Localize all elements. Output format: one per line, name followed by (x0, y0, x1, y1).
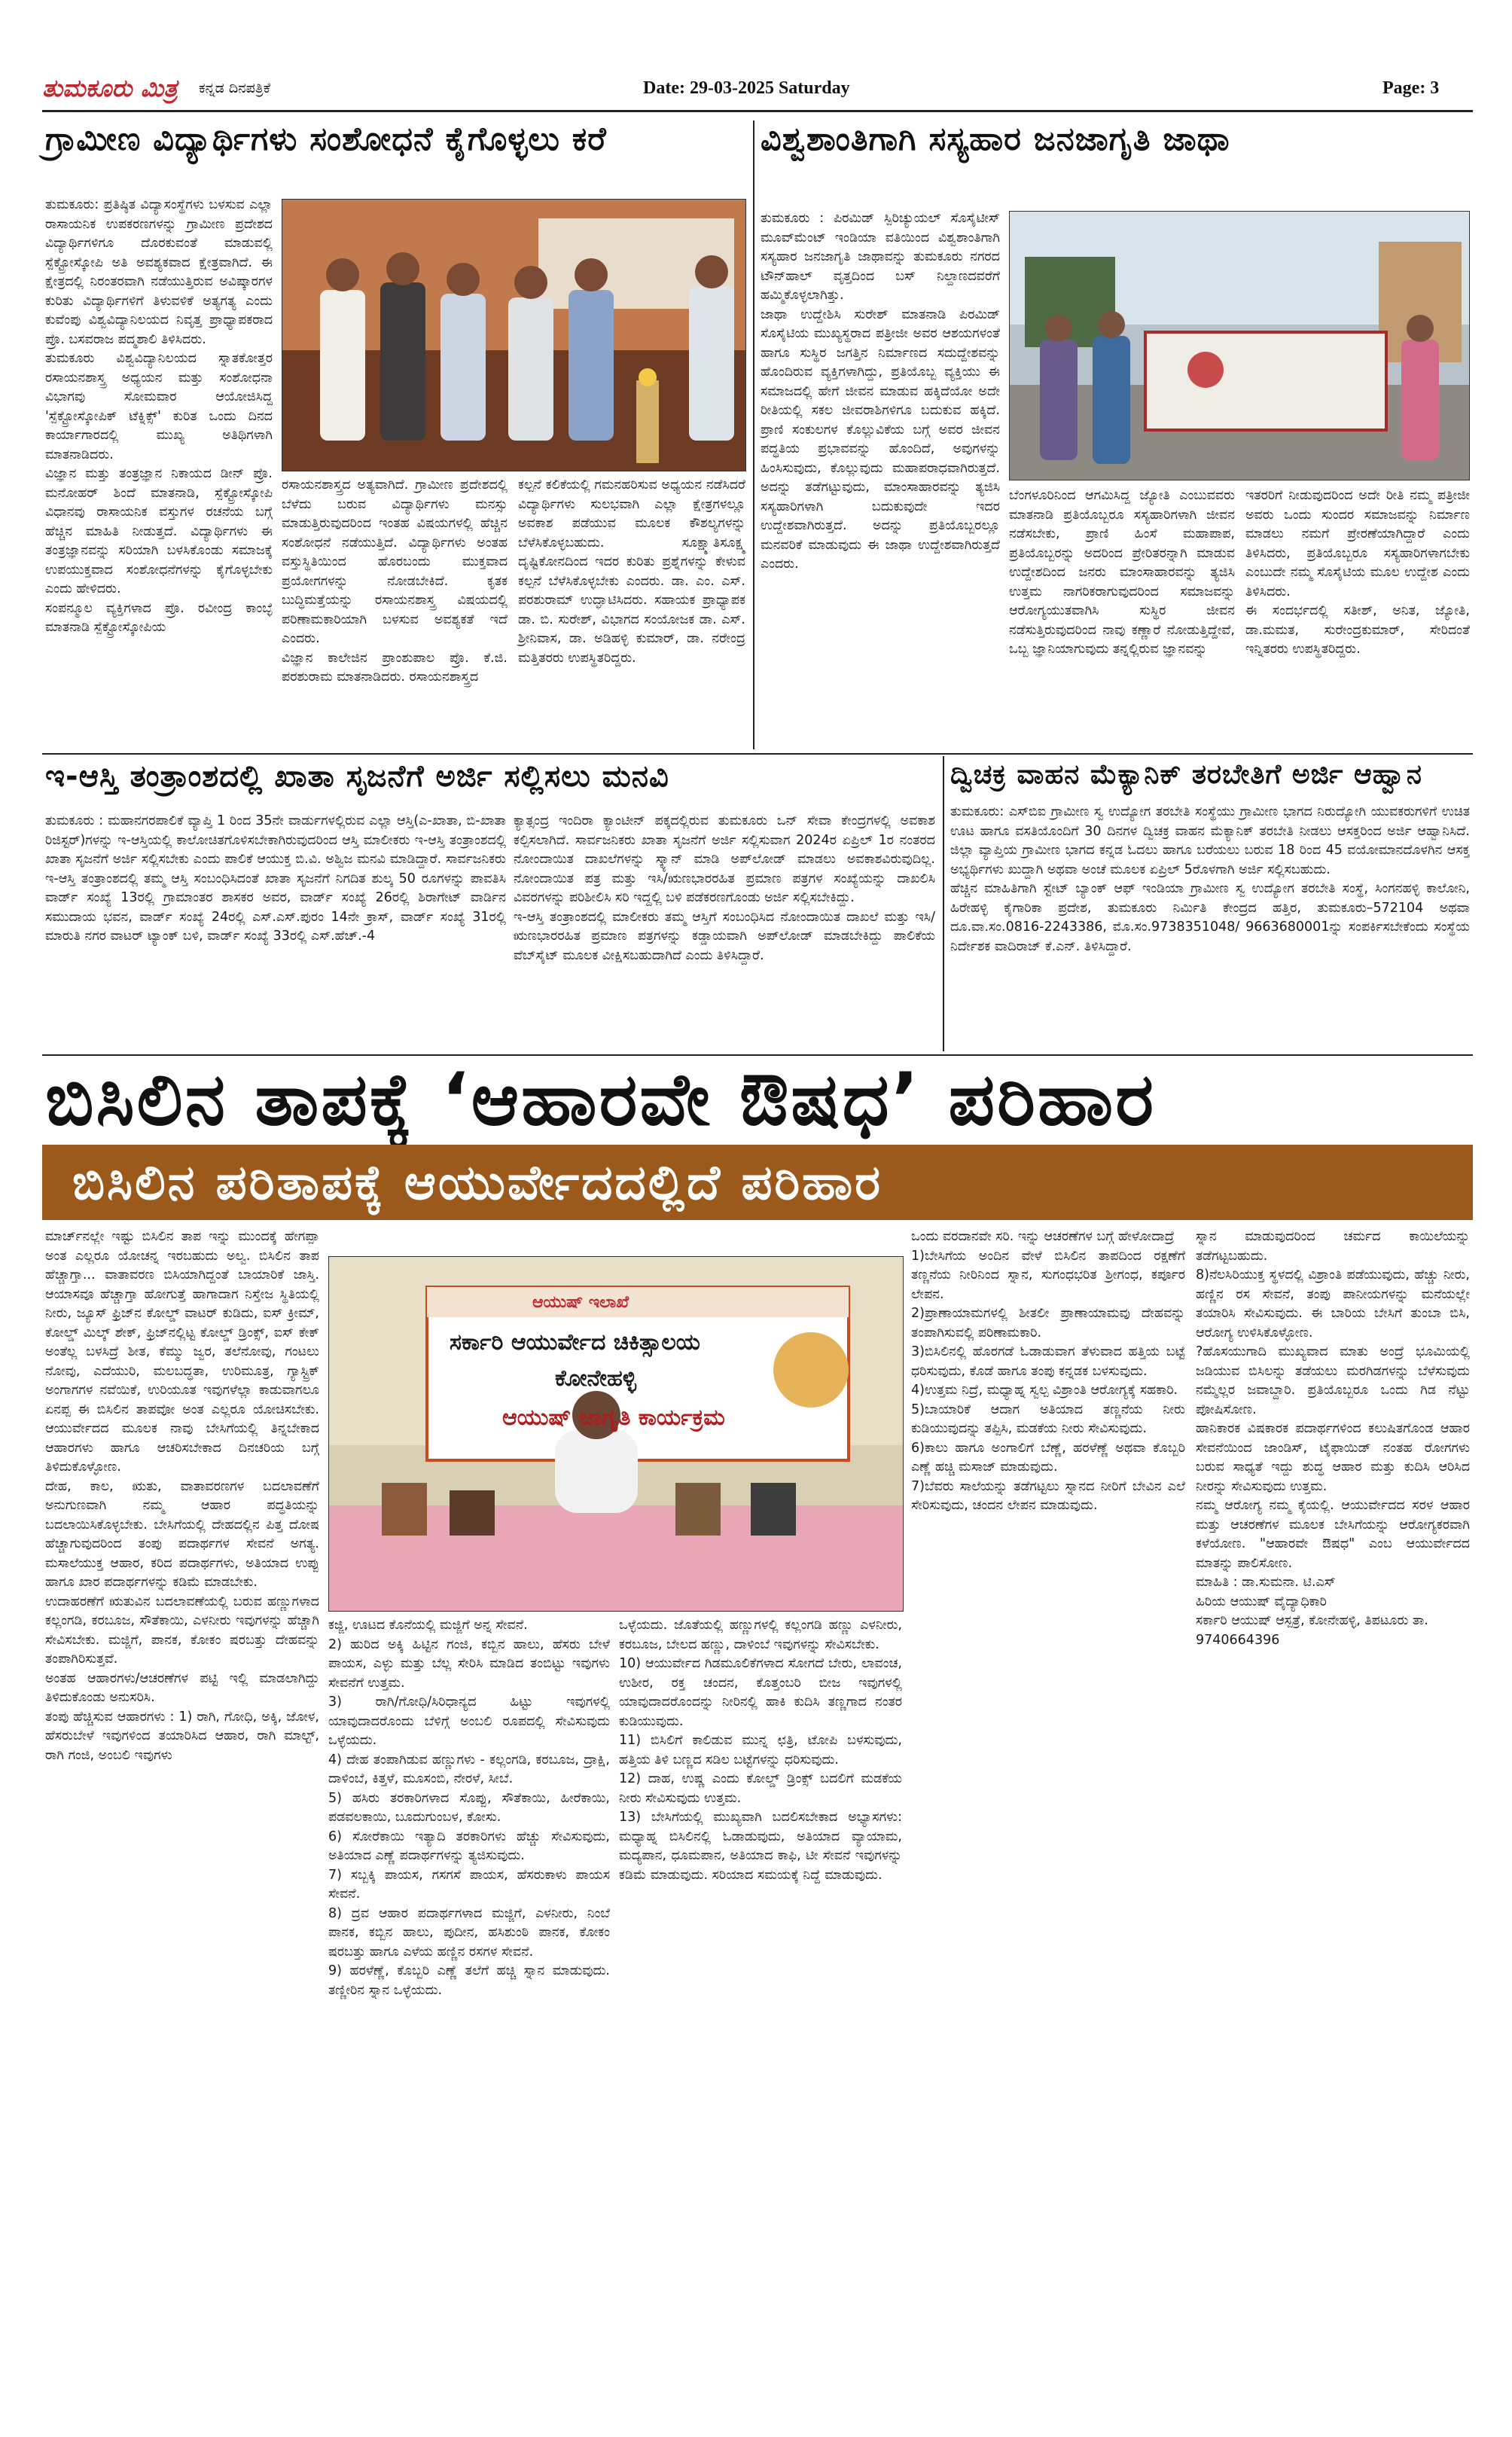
newspaper-tagline: ಕನ್ನಡ ದಿನಪತ್ರಿಕೆ (199, 80, 271, 96)
story5-headline: ಬಿಸಿಲಿನ ತಾಪಕ್ಕೆ ‘ಆಹಾರವೇ ಔಷಧ’ ಪರಿಹಾರ (45, 1057, 1156, 1142)
section-rule (42, 753, 1473, 755)
photo-banner-village: ಕೋನೇಹಳ್ಳಿ (555, 1365, 637, 1392)
story3-headline: ಇ-ಆಸ್ತಿ ತಂತ್ರಾಂಶದಲ್ಲಿ ಖಾತಾ ಸೃಜನೆಗೆ ಅರ್ಜಿ ಸಲ್ಲಿಸಲು ಮನವಿ (45, 759, 669, 794)
issue-date: Date: 29-03-2025 Saturday (643, 78, 850, 98)
story5-col2: ಕಜ್ಜಿ, ಊಟದ ಕೊನೆಯಲ್ಲಿ ಮಜ್ಜಿಗೆ ಅನ್ನ ಸೇವನೆ. 2) ಹುರಿದ ಅಕ್ಕಿ ಹಿಟ್ಟಿನ ಗಂಜಿ, ಕಬ್ಬಿನ ಹಾಲು, ಹೆಸರು ಬೇಳೆ ಪಾಯಸ, ಎಳ್ಳು ಮತ್ತು ಬೆಲ್ಲ ಸೇರಿಸಿ ಮಾಡಿದ ತಂಬಿಟ್ಟು ಇವುಗಳು ಸೇವನೆಗೆ ಉತ್ತಮ. 3) ರಾಗಿ/ಗೋಧಿ/ಸಿರಿಧಾನ್ಯದ ಹಿಟ್ಟು ಇವುಗಳಲ್ಲಿ ಯಾವುದಾದರೊಂದು ಬೆಳಿಗ್ಗೆ ಅಂಬಲಿ ರೂಪದಲ್ಲಿ ಸೇವಿಸುವುದು ಒಳ್ಳೆಯದು. 4) ದೇಹ ತಂಪಾಗಿಡುವ ಹಣ್ಣುಗಳು - ಕಲ್ಲಂಗಡಿ, ಕರಬೂಜ, ದ್ರಾಕ್ಷಿ, ದಾಳಿಂಬೆ, ಕಿತ್ತಳೆ, ಮೂಸಂಬಿ, ನೇರಳೆ, ಸೀಬೆ. 5) ಹಸಿರು ತರಕಾರಿಗಳಾದ ಸೊಪ್ಪು, ಸೌತೆಕಾಯಿ, ಹೀರೆಕಾಯಿ, ಪಡವಲಕಾಯಿ, ಬೂದುಗುಂಬಳ, ಕೋಸು. 6) ಸೋರೆಕಾಯಿ ಇತ್ಯಾದಿ ತರಕಾರಿಗಳು ಹೆಚ್ಚು ಸೇವಿಸುವುದು, ಅತಿಯಾದ ಎಣ್ಣೆ ಪದಾರ್ಥಗಳನ್ನು ತ್ಯಜಿಸುವುದು. 7) ಸಬ್ಬಕ್ಕಿ ಪಾಯಸ, ಗಸಗಸೆ ಪಾಯಸ, ಹೆಸರುಕಾಳು ಪಾಯಸ ಸೇವನೆ. 8) ದ್ರವ ಆಹಾರ ಪದಾರ್ಥಗಳಾದ ಮಜ್ಜಿಗೆ, ಎಳನೀರು, ನಿಂಬೆ ಪಾನಕ, ಕಬ್ಬಿನ ಹಾಲು, ಪುದೀನ, ಹಸಿಶುಂಠಿ ಪಾನಕ, ಕೋಕಂ ಷರಬತ್ತು ಹಾಗೂ ಎಳೆಯ ಹಣ್ಣಿನ ರಸಗಳ ಸೇವನೆ. 9) ಹರಳೆಣ್ಣೆ, ಕೊಬ್ಬರಿ ಎಣ್ಣೆ ತಲೆಗೆ ಹಚ್ಚಿ ಸ್ನಾನ ಮಾಡುವುದು. ತಣ್ಣೀರಿನ ಸ್ನಾನ ಒಳ್ಳೆಯದು. (328, 1618, 610, 1998)
story3-col1: ತುಮಕೂರು : ಮಹಾನಗರಪಾಲಿಕೆ ವ್ಯಾಪ್ತಿ 1 ರಿಂದ 35ನೇ ವಾರ್ಡುಗಳಲ್ಲಿರುವ ಎಲ್ಲಾ ಆಸ್ತಿ(ಎ-ಖಾತಾ, ಬಿ-ಖಾತಾ ರಿಜಿಸ್ಟರ್)ಗಳನ್ನು ಇ-ಆಸ್ತಿಯಲ್ಲಿ ಕಾಲೋಚಿತಗೊಳಿಸಬೇಕಾಗಿರುವುದರಿಂದ ಆಸ್ತಿ ಮಾಲೀಕರು ಇ-ಆಸ್ತಿ ತಂತ್ರಾಂಶದಲ್ಲಿ ಖಾತಾ ಸೃಜನೆಗೆ ಅರ್ಜಿ ಸಲ್ಲಿಸಬೇಕು ಎಂದು ಪಾಲಿಕೆ ಆಯುಕ್ತ ಬಿ.ವಿ. ಅಶ್ವಿಜ ಮನವಿ ಮಾಡಿದ್ದಾರೆ. ಸಾರ್ವಜನಿಕರು ಇ-ಆಸ್ತಿ ತಂತ್ರಾಂಶದಲ್ಲಿ ತಮ್ಮ ಆಸ್ತಿ ಸಂಬಂಧಿಸಿದಂತೆ ಖಾತಾ ಸೃಜನೆಗೆ ನಿಗದಿತ ಶುಲ್ಕ 50 ರೂಗಳನ್ನು ಪಾವತಿಸಿ ವಾರ್ಡ್ ಸಂಖ್ಯೆ 13ರಲ್ಲಿ ಗ್ರಾಮಾಂತರ ಶಾಸಕರ ಅವರ, ವಾರ್ಡ್ ಸಂಖ್ಯೆ 26ರಲ್ಲಿ ಶಿರಾಗೇಟ್ ವಾರ್ಡಿನ ಸಮುದಾಯ ಭವನ, ವಾರ್ಡ್ ಸಂಖ್ಯೆ 24ರಲ್ಲಿ ಎಸ್.ಎಸ್.ಪುರಂ 14ನೇ ಕ್ರಾಸ್, ವಾರ್ಡ್ ಸಂಖ್ಯೆ 31ರಲ್ಲಿ ಮಾರುತಿ ನಗರ ವಾಟರ್ ಟ್ಯಾಂಕ್ ಬಳಿ, ವಾರ್ಡ್ ಸಂಖ್ಯೆ 33ರಲ್ಲಿ ಎಸ್.ಹೆಚ್.-4 (45, 813, 511, 944)
newspaper-logo: ತುಮಕೂರು ಮಿತ್ರ (42, 74, 178, 102)
story1-col3: ಕಲ್ಪನೆ ಕಲಿಕೆಯಲ್ಲಿ ಗಮನಹರಿಸುವ ಅಧ್ಯಯನ ನಡೆಸಿದರೆ ವಿದ್ಯಾರ್ಥಿಗಳು ಸುಲಭವಾಗಿ ಎಲ್ಲಾ ಕ್ಷೇತ್ರಗಳಲ್ಲೂ ಅವಕಾಶ ಪಡೆಯುವ ಮೂಲಕ ಕೌಶಲ್ಯಗಳನ್ನು ಬೆಳೆಸಿಕೊಳ್ಳಬಹುದು. ಸೂಕ್ಷ್ಮಾತಿಸೂಕ್ಷ್ಮ ದೃಷ್ಟಿಕೋನದಿಂದ ಇದರ ಕುರಿತು ಪ್ರಶ್ನೆಗಳನ್ನು ಕೇಳುವ ಕಲ್ಪನೆ ಬೆಳೆಸಿಕೊಳ್ಳಬೇಕು ಎಂದರು. ಡಾ. ಎಂ. ಎಸ್. ಪರಶುರಾಮ್ ಉದ್ಘಾಟಿಸಿದರು. ಸಹಾಯಕ ಪ್ರಾಧ್ಯಾಪಕ ಡಾ. ಬಿ. ಸುರೇಶ್, ವಿಭಾಗದ ಸಂಯೋಜಕ ಡಾ. ಎಸ್. ಶ್ರೀನಿವಾಸ, ಡಾ. ಅಡಿಹಳ್ಳಿ ಕುಮಾರ್, ಡಾ. ನರೇಂದ್ರ ಮತ್ತಿತರರು ಉಪಸ್ಥಿತರಿದ್ದರು. (518, 477, 750, 666)
story2-col1: ತುಮಕೂರು : ಪಿರಮಿಡ್ ಸ್ಪಿರಿಚ್ಯುಯಲ್ ಸೊಸೈಟೀಸ್ ಮೂವ್‌ಮೆಂಟ್ ಇಂಡಿಯಾ ವತಿಯಿಂದ ವಿಶ್ವಶಾಂತಿಗಾಗಿ ಸಸ್ಯಹಾರ ಜನಜಾಗೃತಿ ಜಾಥಾವನ್ನು ತುಮಕೂರು ನಗರದ ಟೌನ್‌ಹಾಲ್ ವೃತ್ತದಿಂದ ಬಸ್ ನಿಲ್ದಾಣದವರೆಗೆ ಹಮ್ಮಿಕೊಳ್ಳಲಾಗಿತ್ತು. ಜಾಥಾ ಉದ್ದೇಶಿಸಿ ಸುರೇಶ್ ಮಾತನಾಡಿ ಪಿರಮಿಡ್ ಸೊಸೈಟಿಯ ಮುಖ್ಯಸ್ಥರಾದ ಪತ್ರೀಜೀ ಅವರ ಆಶಯಗಳಂತೆ ಹಾಗೂ ಸುಸ್ಥಿರ ಜಗತ್ತಿನ ನಿರ್ಮಾಣದ ಸದುದ್ದೇಶವನ್ನು ಹೊಂದಿರುವ ವ್ಯಕ್ತಿಗಳಾಗಿದ್ದು, ಪ್ರತಿಯೊಬ್ಬ ವ್ಯಕ್ತಿಯು ಈ ಸಮಾಜದಲ್ಲಿ ಹೇಗೆ ಜೀವನ ಮಾಡುವ ಹಕ್ಕಿದೆಯೋ ಅದೇ ರೀತಿಯಲ್ಲಿ ಸಕಲ ಜೀವರಾಶಿಗಳಿಗೂ ಬದುಕುವ ಹಕ್ಕಿದೆ. ಪ್ರಾಣಿ ಸಂಕುಲಗಳ ಕೊಲ್ಲುವಿಕೆಯ ಬಗ್ಗೆ ಅವರ ಜೀವನ ಪದ್ಧತಿಯ ಪ್ರಭಾವವನ್ನು ಹೊಂದಿದೆ, ಅವುಗಳನ್ನು ಹಿಂಸಿಸುವುದು, ಕೊಲ್ಲುವುದು ಮಹಾಪರಾಧವಾಗಿರುತ್ತದೆ. ಅದನ್ನು ತಡೆಗಟ್ಟುವುದು, ಮಾಂಸಾಹಾರವನ್ನು ತ್ಯಜಿಸಿ ಸಸ್ಯಹಾರಿಗಳಾಗಿ ಬದುಕುವುದೇ ಇದರ ಉದ್ದೇಶವಾಗಿರುತ್ತದೆ. ಅದನ್ನು ಪ್ರತಿಯೊಬ್ಬರಲ್ಲೂ ಮನವರಿಕೆ ಮಾಡುವುದು ಈ ಜಾಥಾ ಉದ್ದೇಶವಾಗಿರುತ್ತದೆ ಎಂದರು. (761, 211, 1000, 572)
story1-headline: ಗ್ರಾಮೀಣ ವಿದ್ಯಾರ್ಥಿಗಳು ಸಂಶೋಧನೆ ಕೈಗೊಳ್ಳಲು ಕರೆ (45, 120, 607, 158)
story5-photo (328, 1256, 904, 1612)
story2-headline: ವಿಶ್ವಶಾಂತಿಗಾಗಿ ಸಸ್ಯಹಾರ ಜನಜಾಗೃತಿ ಜಾಥಾ (761, 120, 1230, 158)
column-divider (943, 756, 944, 1051)
story5-col4: ಒಂದು ವರದಾನವೇ ಸರಿ. ಇನ್ನು ಆಚರಣೆಗಳ ಬಗ್ಗೆ ಹೇಳೋದಾದ್ರೆ 1)ಬೇಸಿಗೆಯ ಅಂದಿನ ವೇಳೆ ಬಿಸಿಲಿನ ತಾಪದಿಂದ ರಕ್ಷಣೆಗೆ ತಣ್ಣನೆಯ ನೀರಿನಿಂದ ಸ್ನಾನ, ಸುಗಂಧಭರಿತ ಶ್ರೀಗಂಧ, ಕರ್ಪೂರ ಲೇಪನ. 2)ಪ್ರಾಣಾಯಾಮಗಳಲ್ಲಿ ಶೀತಲೀ ಪ್ರಾಣಾಯಾಮವು ದೇಹವನ್ನು ತಂಪಾಗಿಸುವಲ್ಲಿ ಪರಿಣಾಮಕಾರಿ. 3)ಬಿಸಿಲಿನಲ್ಲಿ ಹೊರಗಡೆ ಓಡಾಡುವಾಗ ತೆಳುವಾದ ಹತ್ತಿಯ ಬಟ್ಟೆ ಧರಿಸುವುದು, ಕೊಡೆ ಹಾಗೂ ತಂಪು ಕನ್ನಡಕ ಬಳಸುವುದು. 4)ಉತ್ತಮ ನಿದ್ರೆ, ಮಧ್ಯಾಹ್ನ ಸ್ವಲ್ಪ ವಿಶ್ರಾಂತಿ ಆರೋಗ್ಯಕ್ಕೆ ಸಹಕಾರಿ. 5)ಬಾಯಾರಿಕೆ ಆದಾಗ ಅತಿಯಾದ ತಣ್ಣನೆಯ ನೀರು ಕುಡಿಯುವುದನ್ನು ತಪ್ಪಿಸಿ, ಮಡಕೆಯ ನೀರು ಸೇವಿಸುವುದು. 6)ಕಾಲು ಹಾಗೂ ಅಂಗಾಲಿಗೆ ಬೆಣ್ಣೆ, ಹರಳೆಣ್ಣೆ ಅಥವಾ ಕೊಬ್ಬರಿ ಎಣ್ಣೆ ಹಚ್ಚಿ ಮಸಾಜ್ ಮಾಡುವುದು. 7)ಬೆವರು ಸಾಲೆಯನ್ನು ತಡೆಗಟ್ಟಲು ಸ್ನಾನದ ನೀರಿಗೆ ಬೇವಿನ ಎಲೆ ಸೇರಿಸುವುದು, ಚಂದನ ಲೇಪನ ಮಾಡುವುದು. (911, 1229, 1185, 1513)
story2-col3: ಇತರರಿಗೆ ನೀಡುವುದರಿಂದ ಅದೇ ರೀತಿ ನಮ್ಮ ಪತ್ರೀಜೀ ಅವರು ಒಂದು ಸುಂದರ ಸಮಾಜವನ್ನು ನಿರ್ಮಾಣ ಮಾಡಲು ನಮಗೆ ಪ್ರೇರಣೆಯಾಗಿದ್ದಾರೆ ಎಂದು ತಿಳಿಸಿದರು, ಪ್ರತಿಯೊಬ್ಬರೂ ಸಸ್ಯಹಾರಿಗಳಾಗಬೇಕು ಎಂಬುದೇ ನಮ್ಮ ಸೊಸೈಟಿಯ ಮೂಲ ಉದ್ದೇಶ ಎಂದು ತಿಳಿಸಿದರು. ಈ ಸಂದರ್ಭದಲ್ಲಿ ಸತೀಶ್, ಅನಿತ, ಜ್ಯೋತಿ, ಡಾ.ಮಮತ, ಸುರೇಂದ್ರಕುಮಾರ್, ಸೇರಿದಂತೆ ಇನ್ನಿತರರು ಉಪಸ್ಥಿತರಿದ್ದರು. (1245, 488, 1470, 657)
section-rule (42, 1054, 1473, 1056)
story5-col3: ಒಳ್ಳೆಯದು. ಜೊತೆಯಲ್ಲಿ ಹಣ್ಣುಗಳಲ್ಲಿ ಕಲ್ಲಂಗಡಿ ಹಣ್ಣು ಎಳನೀರು, ಕರಬೂಜ, ಬೇಲದ ಹಣ್ಣು, ದಾಳಿಂಬೆ ಇವುಗಳನ್ನು ಸೇವಿಸಬೇಕು. 10) ಆಯುರ್ವೇದ ಗಿಡಮೂಲಿಕೆಗಳಾದ ಸೋಗದೆ ಬೇರು, ಲಾವಂಚ, ಉಶೀರ, ರಕ್ತ ಚಂದನ, ಕೊತ್ತಂಬರಿ ಬೀಜ ಇವುಗಳಲ್ಲಿ ಯಾವುದಾದರೊಂದನ್ನು ನೀರಿನಲ್ಲಿ ಹಾಕಿ ಕುದಿಸಿ ತಣ್ಣಗಾದ ನಂತರ ಕುಡಿಯುವುದು. 11) ಬಿಸಿಲಿಗೆ ಕಾಲಿಡುವ ಮುನ್ನ ಛತ್ರಿ, ಟೋಪಿ ಬಳಸುವುದು, ಹತ್ತಿಯ ತಿಳಿ ಬಣ್ಣದ ಸಡಿಲ ಬಟ್ಟೆಗಳನ್ನು ಧರಿಸುವುದು. 12) ದಾಹ, ಉಷ್ಣ ಎಂದು ಕೋಲ್ಡ್ ಡ್ರಿಂಕ್ಸ್ ಬದಲಿಗೆ ಮಡಕೆಯ ನೀರು ಸೇವಿಸುವುದು ಉತ್ತಮ. 13) ಬೇಸಿಗೆಯಲ್ಲಿ ಮುಖ್ಯವಾಗಿ ಬದಲಿಸಬೇಕಾದ ಅಭ್ಯಾಸಗಳು: ಮಧ್ಯಾಹ್ನ ಬಿಸಿಲಿನಲ್ಲಿ ಓಡಾಡುವುದು, ಅತಿಯಾದ ವ್ಯಾಯಾಮ, ಮದ್ಯಪಾನ, ಧೂಮಪಾನ, ಅತಿಯಾದ ಕಾಫಿ, ಟೀ ಸೇವನೆ ಇವುಗಳನ್ನು ಕಡಿಮೆ ಮಾಡುವುದು. ಸರಿಯಾದ ಸಮಯಕ್ಕೆ ನಿದ್ದೆ ಮಾಡುವುದು. (619, 1618, 902, 1883)
story4-body: ತುಮಕೂರು: ಎಸ್‌ಬಿಐ ಗ್ರಾಮೀಣ ಸ್ವ ಉದ್ಯೋಗ ತರಬೇತಿ ಸಂಸ್ಥೆಯು ಗ್ರಾಮೀಣ ಭಾಗದ ನಿರುದ್ಯೋಗಿ ಯುವಕರುಗಳಿಗೆ ಉಚಿತ ಊಟ ಹಾಗೂ ವಸತಿಯೊಂದಿಗೆ 30 ದಿನಗಳ ದ್ವಿಚಕ್ರ ವಾಹನ ಮೆಕ್ಯಾನಿಕ್ ತರಬೇತಿ ನೀಡಲು ಆಸಕ್ತರಿಂದ ಅರ್ಜಿ ಆಹ್ವಾನಿಸಿದೆ. ಜಿಲ್ಲಾ ವ್ಯಾಪ್ತಿಯ ಗ್ರಾಮೀಣ ಭಾಗದ ಕನ್ನಡ ಓದಲು ಹಾಗೂ ಬರೆಯಲು ಬರುವ 18 ರಿಂದ 45 ವಯೋಮಾನದೊಳಗಿನ ಆಸಕ್ತ ಅಭ್ಯರ್ಥಿಗಳು ಖುದ್ದಾಗಿ ಅಥವಾ ಅಂಚೆ ಮೂಲಕ ಏಪ್ರಿಲ್ 5ರೊಳಗಾಗಿ ಅರ್ಜಿ ಸಲ್ಲಿಸಬಹುದು. ಹೆಚ್ಚಿನ ಮಾಹಿತಿಗಾಗಿ ಸ್ಟೇಟ್ ಬ್ಯಾಂಕ್ ಆಫ್ ಇಂಡಿಯಾ ಗ್ರಾಮೀಣ ಸ್ವ ಉದ್ಯೋಗ ತರಬೇತಿ ಸಂಸ್ಥೆ, ಸಿಂಗನಹಳ್ಳಿ ಕಾಲೋನಿ, ಹಿರೇಹಳ್ಳಿ ಕೈಗಾರಿಕಾ ಪ್ರದೇಶ, ತುಮಕೂರು ನಿರ್ಮಿತಿ ಕೇಂದ್ರದ ಹತ್ತಿರ, ತುಮಕೂರು–572104 ಅಥವಾ ದೂ.ವಾ.ಸಂ.0816-2243386, ಮೊ.ಸಂ.9738351048/ 9663680001ನ್ನು ಸಂಪರ್ಕಿಸಬೇಕೆಂದು ಸಂಸ್ಥೆಯ ನಿರ್ದೇಶಕ ವಾದಿರಾಜ್ ಕೆ.ಎನ್. ತಿಳಿಸಿದ್ದಾರೆ. (950, 804, 1470, 954)
story1-col1: ತುಮಕೂರು: ಪ್ರತಿಷ್ಠಿತ ವಿದ್ಯಾಸಂಸ್ಥೆಗಳು ಬಳಸುವ ಎಲ್ಲಾ ರಾಸಾಯನಿಕ ಉಪಕರಣಗಳನ್ನು ಗ್ರಾಮೀಣ ಪ್ರದೇಶದ ವಿದ್ಯಾರ್ಥಿಗಳಿಗೂ ದೊರಕುವಂತೆ ಮಾಡುವಲ್ಲಿ ಸ್ಪೆಕ್ಟ್ರೋಸ್ಕೋಪಿ ಅತಿ ಅವಶ್ಯಕವಾದ ಕ್ಷೇತ್ರವಾಗಿದೆ. ಈ ಕ್ಷೇತ್ರದಲ್ಲಿ ನಿರಂತರವಾಗಿ ನಡೆಯುತ್ತಿರುವ ಅವಿಷ್ಕಾರಗಳ ಕುರಿತು ವಿದ್ಯಾರ್ಥಿಗಳಿಗೆ ತಿಳುವಳಿಕೆ ಅತ್ಯಗತ್ಯ ಎಂದು ಕುವೆಂಪು ವಿಶ್ವವಿದ್ಯಾನಿಲಯದ ನಿವೃತ್ತ ಪ್ರಾಧ್ಯಾಪಕರಾದ ಪ್ರೊ. ಬಸವರಾಜ ಪದ್ಮಶಾಲಿ ತಿಳಿಸಿದರು. ತುಮಕೂರು ವಿಶ್ವವಿದ್ಯಾನಿಲಯದ ಸ್ನಾತಕೋತ್ತರ ರಸಾಯನಶಾಸ್ತ್ರ ಅಧ್ಯಯನ ಮತ್ತು ಸಂಶೋಧನಾ ವಿಭಾಗವು ಸೋಮವಾರ ಆಯೋಜಿಸಿದ್ದ 'ಸ್ಪೆಕ್ಟ್ರೋಸ್ಕೋಪಿಕ್ ಟೆಕ್ನಿಕ್ಸ್' ಕುರಿತ ಒಂದು ದಿನದ ಕಾರ್ಯಾಗಾರದಲ್ಲಿ ಮುಖ್ಯ ಅತಿಥಿಗಳಾಗಿ ಮಾತನಾಡಿದರು. ವಿಜ್ಞಾನ ಮತ್ತು ತಂತ್ರಜ್ಞಾನ ನಿಕಾಯದ ಡೀನ್ ಪ್ರೊ. ಮನೋಹರ್ ಶಿಂದೆ ಮಾತನಾಡಿ, ಸ್ಪೆಕ್ಟ್ರೋಸ್ಕೋಪಿ ವಿಧಾನವು ರಾಸಾಯನಿಕ ವಸ್ತುಗಳ ರಚನೆಯ ಬಗ್ಗೆ ಹೆಚ್ಚಿನ ಮಾಹಿತಿ ನೀಡುತ್ತದೆ. ವಿದ್ಯಾರ್ಥಿಗಳು ಈ ತಂತ್ರಜ್ಞಾನವನ್ನು ಸರಿಯಾಗಿ ಬಳಸಿಕೊಂಡು ಸಮಾಜಕ್ಕೆ ಉಪಯುಕ್ತವಾದ ಸಂಶೋಧನೆಗಳನ್ನು ಕೈಗೊಳ್ಳಬೇಕು ಎಂದು ಹೇಳಿದರು. ಸಂಪನ್ಮೂಲ ವ್ಯಕ್ತಿಗಳಾದ ಪ್ರೊ. ರವೀಂದ್ರ ಕಾಂಬ್ಳೆ ಮಾತನಾಡಿ ಸ್ಪೆಕ್ಟ್ರೋಸ್ಕೋಪಿಯ (45, 197, 273, 635)
masthead (42, 74, 1473, 105)
story5-col1: ಮಾರ್ಚ್‌ನಲ್ಲೇ ಇಷ್ಟು ಬಿಸಿಲಿನ ತಾಪ ಇನ್ನು ಮುಂದಕ್ಕೆ ಹೇಗಪ್ಪಾ ಅಂತ ಎಲ್ಲರೂ ಯೋಚನ್ನ ಇರಬಹುದು ಅಲ್ವ. ಬಿಸಿಲಿನ ತಾಪ ಹೆಚ್ಚಾಗ್ತಾ... ವಾತಾವರಣ ಬಿಸಿಯಾಗಿದ್ದಂತೆ ಬಾಯಾರಿಕೆ ಜಾಸ್ತಿ. ಆಯಾಸವೂ ಹೆಚ್ಚಾಗ್ತಾ ಹೋಗುತ್ತೆ ಹಾಗಾದಾಗ ನಿಸ್ತೇಜ ಸ್ಥಿತಿಯಲ್ಲಿ ನೀರು, ಜ್ಯೂಸ್ ಫ್ರಿಜ್‌ನ ಕೋಲ್ಡ್ ವಾಟರ್ ಕುಡಿದು, ಐಸ್ ಕ್ರೀಮ್, ಕೋಲ್ಡ್ ಮಿಲ್ಕ್ ಶೇಕ್, ಫ್ರಿಜ್‌ನಲ್ಲಿಟ್ಟ ಕೋಲ್ಡ್ ಡ್ರಿಂಕ್ಸ್, ಐಸ್ ಕೇಕ್ ಅಂತೆಲ್ಲ ಬಳಸಿದ್ರೆ ಶೀತ, ಕೆಮ್ಮು ಜ್ವರ, ತಲೆನೋವು, ಗಂಟಲು ನೋವು, ಎದೆಯುರಿ, ಮಲಬದ್ಧತಾ, ಉರಿಮೂತ್ರ, ಗ್ಯಾಸ್ಟ್ರಿಕ್ ಅಂಗಾಗಗಳ ನವೆಯಿಕೆ, ಉರಿಯೂತ ಇವುಗಳೆಲ್ಲಾ ಕಾಡುವಾಗಲೂ ಏನಪ್ಪ ಈ ಬಿಸಿಲಿನ ತಾಪವೋ ಅಂತ ಎಲ್ಲರೂ ಯೋಚಿಸಬೇಕು. ಆಯುರ್ವೇದದ ಮೂಲಕ ನಾವು ಬೇಸಿಗೆಯಲ್ಲಿ ತಿನ್ನಬೇಕಾದ ಆಹಾರಗಳು ಹಾಗೂ ಆಚರಿಸಬೇಕಾದ ದಿನಚರಿಯ ಬಗ್ಗೆ ತಿಳಿದುಕೊಳ್ಳೋಣ. ದೇಹ, ಕಾಲ, ಋತು, ವಾತಾವರಣಗಳ ಬದಲಾವಣೆಗೆ ಅನುಗುಣವಾಗಿ ನಮ್ಮ ಆಹಾರ ಪದ್ಧತಿಯನ್ನು ಬದಲಾಯಿಸಿಕೊಳ್ಳಬೇಕು. ಬೇಸಿಗೆಯಲ್ಲಿ ದೇಹದಲ್ಲಿನ ಪಿತ್ತ ದೋಷ ಹೆಚ್ಚಾಗುವುದರಿಂದ ತಂಪು ಪದಾರ್ಥಗಳ ಸೇವನೆ ಅಗತ್ಯ. ಮಸಾಲೆಯುಕ್ತ ಆಹಾರ, ಕರಿದ ಪದಾರ್ಥಗಳು, ಅತಿಯಾದ ಉಪ್ಪು ಹಾಗೂ ಖಾರ ಪದಾರ್ಥಗಳನ್ನು ಕಡಿಮೆ ಮಾಡಬೇಕು. ಉದಾಹರಣೆಗೆ ಋತುವಿನ ಬದಲಾವಣೆಯಲ್ಲಿ ಬರುವ ಹಣ್ಣುಗಳಾದ ಕಲ್ಲಂಗಡಿ, ಕರಬೂಜ, ಸೌತೆಕಾಯಿ, ಎಳನೀರು ಇವುಗಳನ್ನು ಹೆಚ್ಚಾಗಿ ಸೇವಿಸಬೇಕು. ಮಜ್ಜಿಗೆ, ಪಾನಕ, ಕೋಕಂ ಷರಬತ್ತು ದೇಹವನ್ನು ತಂಪಾಗಿರಿಸುತ್ತವೆ. ಅಂತಹ ಆಹಾರಗಳು/ಆಚರಣೆಗಳ ಪಟ್ಟಿ ಇಲ್ಲಿ ಮಾಡಲಾಗಿದ್ದು ತಿಳಿದುಕೊಂಡು ಅನುಸರಿಸಿ. ತಂಪು ಹೆಚ್ಚಿಸುವ ಆಹಾರಗಳು : 1) ರಾಗಿ, ಗೋಧಿ, ಅಕ್ಕಿ, ಜೋಳ, ಹೆಸರುಬೇಳೆ ಇವುಗಳಿಂದ ತಯಾರಿಸಿದ ಆಹಾರ, ರಾಗಿ ಮಾಲ್ಟ್, ರಾಗಿ ಗಂಜಿ, ಅಂಬಲಿ ಇವುಗಳು (45, 1229, 319, 1763)
column-divider (753, 120, 754, 749)
page-number: Page: 3 (1382, 78, 1440, 98)
story5-col5: ಸ್ನಾನ ಮಾಡುವುದರಿಂದ ಚರ್ಮದ ಕಾಯಿಲೆಯನ್ನು ತಡೆಗಟ್ಟಬಹುದು. 8)ನೆಲಸಿರಿಯುಕ್ತ ಸ್ಥಳದಲ್ಲಿ ವಿಶ್ರಾಂತಿ ಪಡೆಯುವುದು, ಹೆಚ್ಚು ನೀರು, ಹಣ್ಣಿನ ರಸ ಸೇವನೆ, ತಂಪು ಪಾನೀಯಗಳನ್ನು ಮನೆಯಲ್ಲೇ ತಯಾರಿಸಿ ಸೇವಿಸುವುದು. ಈ ಬಾರಿಯ ಬೇಸಿಗೆ ತುಂಬಾ ಬಿಸಿ, ಆರೋಗ್ಯ ಉಳಿಸಿಕೊಳ್ಳೋಣ. ?ಹೊಸಯುಗಾದಿ ಮುಖ್ಯವಾದ ಮಾತು ಅಂದ್ರೆ ಭೂಮಿಯಲ್ಲಿ ಜಡಿಯುವ ಬಿಸಿಲನ್ನು ತಡೆಯಲು ಮರಗಿಡಗಳನ್ನು ಬೆಳೆಸುವುದು ನಮ್ಮೆಲ್ಲರ ಜವಾಬ್ದಾರಿ. ಪ್ರತಿಯೊಬ್ಬರೂ ಒಂದು ಗಿಡ ನೆಟ್ಟು ಪೋಷಿಸೋಣ. ಹಾನಿಕಾರಕ ವಿಷಕಾರಕ ಪದಾರ್ಥಗಳಿಂದ ಕಲುಷಿತಗೊಂಡ ಆಹಾರ ಸೇವನೆಯಿಂದ ಜಾಂಡಿಸ್, ಟೈಫಾಯಿಡ್ ನಂತಹ ರೋಗಗಳು ಬರುವ ಸಾಧ್ಯತೆ ಇದ್ದು ಶುದ್ಧ ಆಹಾರ ಮತ್ತು ಕುದಿಸಿ ಆರಿಸಿದ ನೀರನ್ನು ಸೇವಿಸುವುದು ಉತ್ತಮ. ನಮ್ಮ ಆರೋಗ್ಯ ನಮ್ಮ ಕೈಯಲ್ಲಿ. ಆಯುರ್ವೇದದ ಸರಳ ಆಹಾರ ಮತ್ತು ಆಚರಣೆಗಳ ಮೂಲಕ ಬೇಸಿಗೆಯನ್ನು ಆರೋಗ್ಯಕರವಾಗಿ ಕಳೆಯೋಣ. "ಆಹಾರವೇ ಔಷಧ" ಎಂಬ ಆಯುರ್ವೇದದ ಮಾತನ್ನು ಪಾಲಿಸೋಣ. ಮಾಹಿತಿ : ಡಾ.ಸುಮನಾ. ಟಿ.ಎಸ್ ಹಿರಿಯ ಆಯುಷ್ ವೈದ್ಯಾಧಿಕಾರಿ ಸರ್ಕಾರಿ ಆಯುಷ್ ಆಸ್ಪತ್ರೆ, ಕೋನೇಹಳ್ಳಿ, ತಿಪಟೂರು ತಾ. 9740664396 (1196, 1229, 1470, 1648)
masthead-rule (42, 110, 1473, 112)
photo-banner-clinic: ಸರ್ಕಾರಿ ಆಯುರ್ವೇದ ಚಿಕಿತ್ಸಾಲಯ (450, 1329, 700, 1356)
story5-subheadline: ಬಿಸಿಲಿನ ಪರಿತಾಪಕ್ಕೆ ಆಯುರ್ವೇದದಲ್ಲಿದೆ ಪರಿಹಾರ (72, 1155, 883, 1211)
lamp-lighting-ceremony-image (282, 200, 745, 471)
story1-col2: ರಸಾಯನಶಾಸ್ತ್ರದ ಅತ್ಯವಾಗಿದೆ. ಗ್ರಾಮೀಣ ಪ್ರದೇಶದಲ್ಲಿ ಬೆಳೆದು ಬರುವ ವಿದ್ಯಾರ್ಥಿಗಳು ಮನಸ್ಸು ಮಾಡುತ್ತಿರುವುದರಿಂದ ಇಂತಹ ವಿಷಯಗಳಲ್ಲಿ ಹೆಚ್ಚಿನ ಸಂಶೋಧನೆ ನಡೆಯುತ್ತಿದೆ. ವಿದ್ಯಾರ್ಥಿಗಳು ಅಂತಹ ವಸ್ತುಸ್ಥಿತಿಯಿಂದ ಹೊರಬಂದು ಮುಕ್ತವಾದ ಪ್ರಯೋಗಗಳನ್ನು ನೋಡಬೇಕಿದೆ. ಕೃತಕ ಬುದ್ಧಿಮತ್ತೆಯನ್ನು ರಸಾಯನಶಾಸ್ತ್ರ ವಿಷಯದಲ್ಲಿ ಪರಿಣಾಮಕಾರಿಯಾಗಿ ಬಳಸುವ ಅವಶ್ಯಕತೆ ಇದೆ ಎಂದರು. ವಿಜ್ಞಾನ ಕಾಲೇಜಿನ ಪ್ರಾಂಶುಪಾಲ ಪ್ರೊ. ಕೆ.ಜಿ. ಪರಶುರಾಮ ಮಾತನಾಡಿದರು. ರಸಾಯನಶಾಸ್ತ್ರದ (282, 477, 508, 685)
story3-col2: ಕ್ಯಾತ್ಸಂದ್ರ ಇಂದಿರಾ ಕ್ಯಾಂಟೀನ್ ಪಕ್ಕದಲ್ಲಿರುವ ತುಮಕೂರು ಒನ್ ಸೇವಾ ಕೇಂದ್ರಗಳಲ್ಲಿ ಅವಕಾಶ ಕಲ್ಪಿಸಲಾಗಿದೆ. ಸಾರ್ವಜನಿಕರು ಖಾತಾ ಸೃಜನೆಗೆ ಅರ್ಜಿ ಸಲ್ಲಿಸುವಾಗ 2024ರ ಏಪ್ರಿಲ್ 1ರ ನಂತರದ ನೋಂದಾಯಿತ ದಾಖಲೆಗಳನ್ನು ಸ್ಕ್ಯಾನ್ ಮಾಡಿ ಅಪ್‌ಲೋಡ್ ಮಾಡಲು ಅವಕಾಶವಿರುವುದಿಲ್ಲ. ನೋಂದಾಯಿತ ಪತ್ರ ಮತ್ತು ಇಸಿ/ಋಣಭಾರರಹಿತ ಪ್ರಮಾಣ ಪತ್ರಗಳ ಸಂಖ್ಯೆಯನ್ನು ದಾಖಲಿಸಿ ವಿವರಗಳನ್ನು ಪರಿಶೀಲಿಸಿ ಸರಿ ಇದ್ದಲ್ಲಿ ಬಳಿ ಪಡೆಕರಣಗೊಂಡು ಅರ್ಜಿ ಸಲ್ಲಿಸಬೇಕಿದ್ದು. ಇ-ಆಸ್ತಿ ತಂತ್ರಾಂಶದಲ್ಲಿ ಮಾಲೀಕರು ತಮ್ಮ ಆಸ್ತಿಗೆ ಸಂಬಂಧಿಸಿದ ನೋಂದಾಯಿತ ದಾಖಲೆ ಮತ್ತು ಇಸಿ/ಋಣಭಾರರಹಿತ ಪ್ರಮಾಣ ಪತ್ರಗಳನ್ನು ಕಡ್ಡಾಯವಾಗಿ ಅಪ್‌ಲೋಡ್ ಮಾಡಬೇಕಿದ್ದು ಪಾಲಿಕೆಯ ವೆಬ್‌ಸೈಟ್ ಮೂಲಕ ವೀಕ್ಷಿಸಬಹುದಾಗಿದೆ ಎಂದು ತಿಳಿಸಿದ್ದಾರೆ. (514, 813, 935, 963)
story2-photo (1009, 211, 1470, 480)
story4-headline: ದ್ವಿಚಕ್ರ ವಾಹನ ಮೆಕ್ಯಾನಿಕ್ ತರಬೇತಿಗೆ ಅರ್ಜಿ ಆಹ್ವಾನ (950, 759, 1422, 790)
photo-banner-dept: ಆಯುಷ್ ಇಲಾಖೆ (532, 1293, 629, 1312)
photo-banner-event: ಆಯುಷ್ ಜಾಗೃತಿ ಕಾರ್ಯಕ್ರಮ (502, 1405, 725, 1431)
story5-subheadline-band (42, 1145, 1473, 1220)
story2-col2: ಬೆಂಗಳೂರಿನಿಂದ ಆಗಮಿಸಿದ್ದ ಜ್ಯೋತಿ ಎಂಬುವವರು ಮಾತನಾಡಿ ಪ್ರತಿಯೊಬ್ಬರೂ ಸಸ್ಯಹಾರಿಗಳಾಗಿ ಜೀವನ ನಡೆಸಬೇಕು, ಪ್ರಾಣಿ ಹಿಂಸೆ ಮಹಾಪಾಪ, ಪ್ರತಿಯೊಬ್ಬರನ್ನು ಅದರಿಂದ ಪ್ರೇರಿತರನ್ನಾಗಿ ಮಾಡುವ ಉದ್ದೇಶದಿಂದ ಜನರು ಮಾಂಸಾಹಾರವನ್ನು ತ್ಯಜಿಸಿ ಉತ್ತಮ ನಾಗರಿಕರಾಗುವುದರಿಂದ ಸಮಾಜವನ್ನು ಆರೋಗ್ಯಯುತವಾಗಿಸಿ ಸುಸ್ಥಿರ ಜೀವನ ನಡೆಸುತ್ತಿರುವುದರಿಂದ ನಾವು ಕಣ್ಣಾರೆ ನೋಡುತ್ತಿದ್ದೇವೆ, ಒಬ್ಬ ಜ್ಞಾನಿಯಾಗುವುದು ತನ್ನಲ್ಲಿರುವ ಜ್ಞಾನವನ್ನು (1009, 488, 1239, 657)
awareness-rally-image (1010, 212, 1469, 480)
story1-photo (282, 199, 746, 471)
